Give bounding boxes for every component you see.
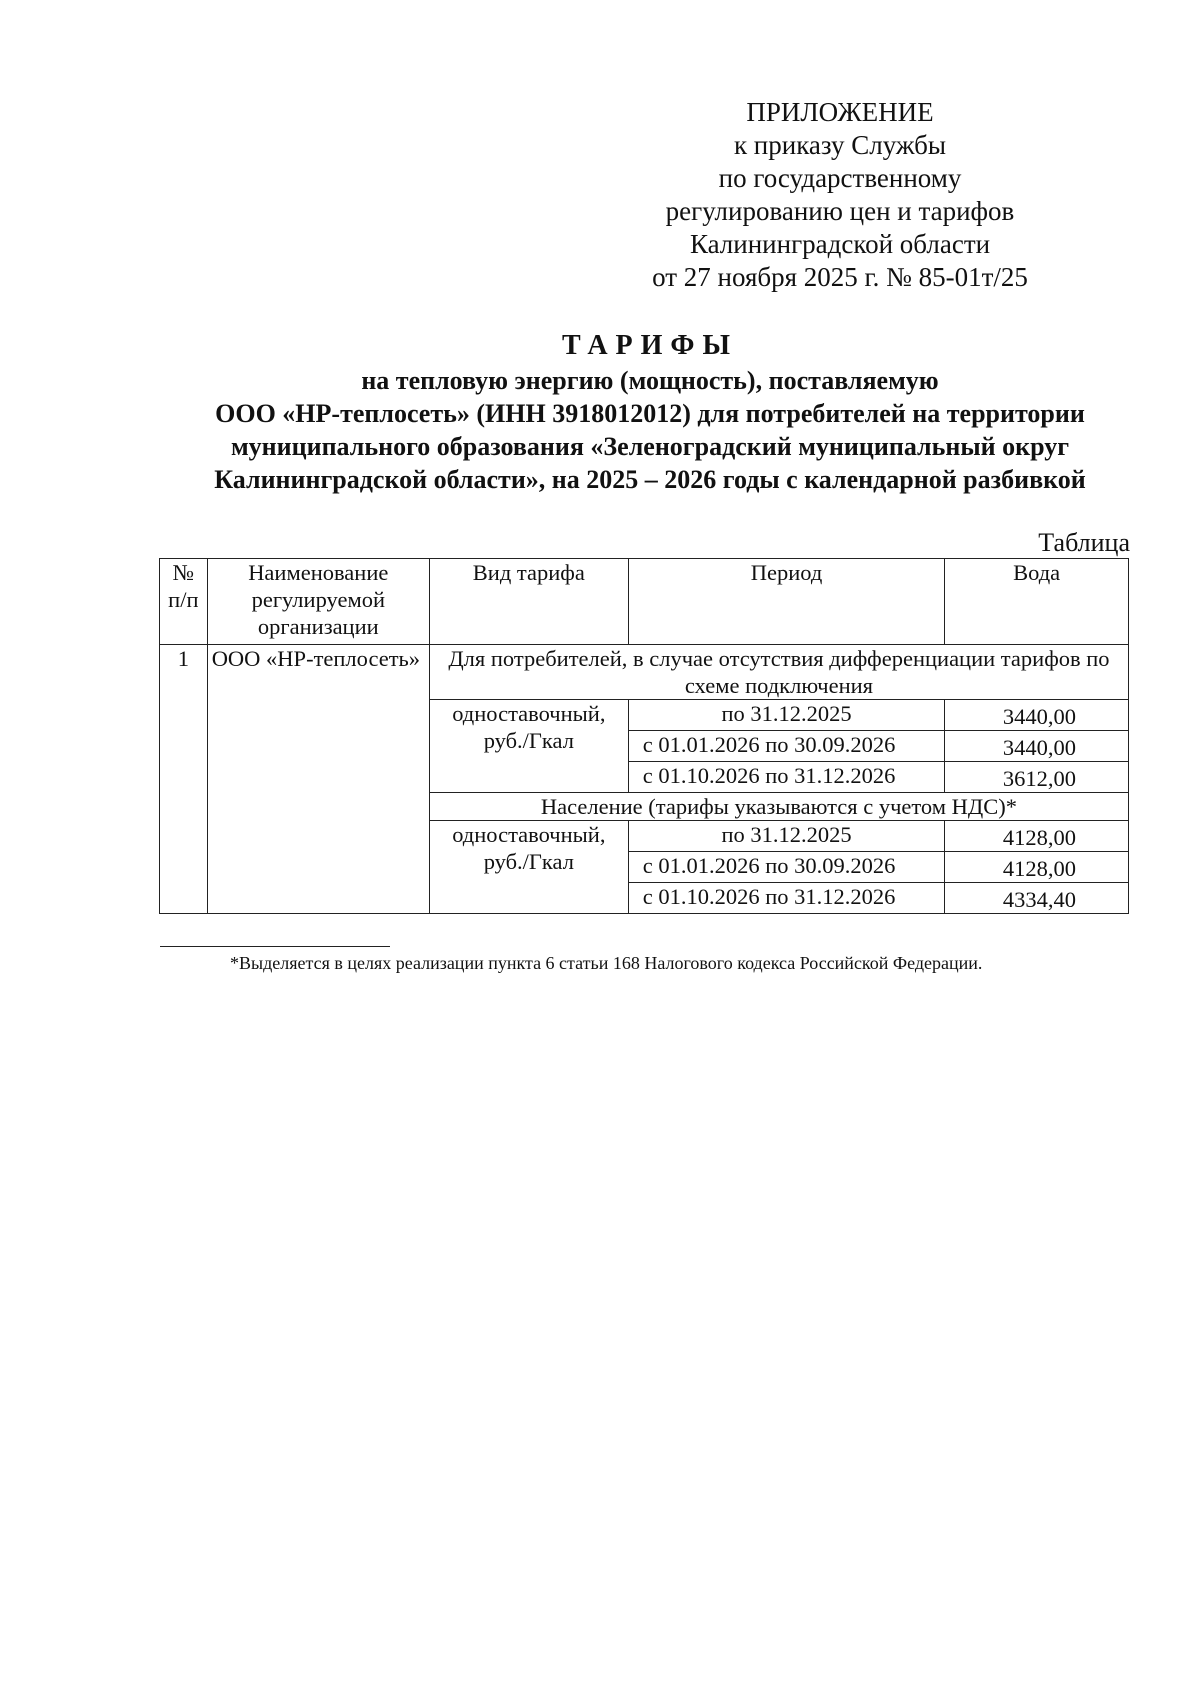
value-cell: 3612,00 bbox=[945, 762, 1129, 793]
document-title bbox=[110, 328, 1190, 496]
title-line: Калининградской области», на 2025 – 2026 годы с календарной разбивкой bbox=[214, 465, 1086, 494]
period-cell: с 01.10.2026 по 31.12.2026 bbox=[628, 883, 945, 914]
section-title: Для потребителей, в случае отсутствия дифференциации тарифов по схеме подключения bbox=[429, 645, 1128, 700]
title-line: на тепловую энергию (мощность), поставляемую bbox=[361, 366, 939, 395]
period-cell: с 01.01.2026 по 30.09.2026 bbox=[628, 852, 945, 883]
table-header-row bbox=[160, 559, 1129, 645]
title-line: ООО «НР-теплосеть» (ИНН 3918012012) для потребителей на территории bbox=[215, 399, 1085, 428]
appendix-line: по государственному bbox=[718, 163, 962, 193]
header-water: Вода bbox=[945, 559, 1129, 645]
period-cell: по 31.12.2025 bbox=[628, 700, 945, 731]
title-main: ТАРИФЫ bbox=[562, 330, 738, 361]
value-cell: 4128,00 bbox=[945, 852, 1129, 883]
header-num: № п/п bbox=[160, 559, 208, 645]
tariff-type: одноставочный, руб./Гкал bbox=[429, 700, 628, 793]
section-title: Население (тарифы указываются с учетом НДС)* bbox=[429, 793, 1128, 821]
value-cell: 3440,00 bbox=[945, 731, 1129, 762]
footnote: *Выделяется в целях реализации пункта 6 статьи 168 Налогового кодекса Российской Федерации. bbox=[230, 953, 983, 973]
tariff-type: одноставочный, руб./Гкал bbox=[429, 821, 628, 914]
table-caption: Таблица bbox=[1038, 528, 1130, 557]
header-period: Период bbox=[628, 559, 945, 645]
appendix-line: Калининградской области bbox=[689, 229, 991, 259]
period-cell: по 31.12.2025 bbox=[628, 821, 945, 852]
value-cell: 3440,00 bbox=[945, 700, 1129, 731]
footnote-divider bbox=[160, 946, 390, 947]
appendix-line: к приказу Службы bbox=[733, 130, 947, 160]
period-cell: с 01.01.2026 по 30.09.2026 bbox=[628, 731, 945, 762]
title-line: муниципального образования «Зеленоградский муниципальный округ bbox=[230, 432, 1070, 461]
appendix-line: регулированию цен и тарифов bbox=[665, 196, 1015, 226]
header-org: Наименование регулируемой организации bbox=[207, 559, 429, 645]
appendix-line: от 27 ноября 2025 г. № 85-01т/25 bbox=[652, 262, 1028, 292]
appendix-header bbox=[640, 96, 1040, 294]
appendix-line: ПРИЛОЖЕНИЕ bbox=[746, 97, 934, 127]
org-name: ООО «НР-теплосеть» bbox=[207, 645, 429, 914]
period-cell: с 01.10.2026 по 31.12.2026 bbox=[628, 762, 945, 793]
row-number: 1 bbox=[160, 645, 208, 914]
tariff-table bbox=[159, 558, 1129, 914]
header-type: Вид тарифа bbox=[429, 559, 628, 645]
table-row bbox=[160, 645, 1129, 700]
value-cell: 4334,40 bbox=[945, 883, 1129, 914]
value-cell: 4128,00 bbox=[945, 821, 1129, 852]
